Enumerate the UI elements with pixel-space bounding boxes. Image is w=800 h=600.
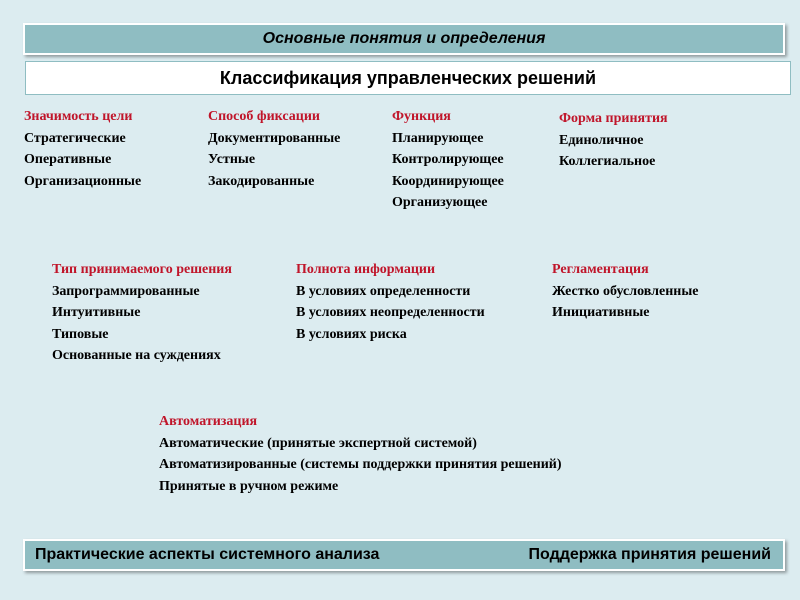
group-item: Единоличное bbox=[559, 132, 644, 148]
group-item: Автоматические (принятые экспертной системой) bbox=[159, 435, 477, 451]
group-goal bbox=[24, 106, 141, 192]
group-item: Основанные на суждениях bbox=[52, 348, 221, 363]
group-item: Жестко обусловленные bbox=[552, 283, 699, 299]
group-item: Автоматизированные (системы поддержки принятия решений) bbox=[159, 457, 562, 472]
group-heading: Регламентация bbox=[552, 262, 649, 277]
group-automation bbox=[159, 411, 562, 497]
group-item: Устные bbox=[208, 152, 256, 167]
group-item: Координирующее bbox=[392, 173, 504, 189]
group-item: Контролирующее bbox=[392, 152, 504, 167]
group-item: В условиях неопределенности bbox=[296, 305, 485, 320]
group-regulation bbox=[552, 259, 698, 324]
group-item: Документированные bbox=[208, 130, 341, 146]
footer-right-link[interactable]: Поддержка принятия решений bbox=[528, 546, 771, 563]
group-item: Стратегические bbox=[24, 130, 126, 146]
group-item: Запрограммированные bbox=[52, 283, 200, 299]
group-item: Планирующее bbox=[392, 130, 484, 146]
group-heading: Функция bbox=[392, 109, 451, 124]
group-item: В условиях определенности bbox=[296, 283, 471, 299]
group-item: Организующее bbox=[392, 195, 488, 210]
group-item: Интуитивные bbox=[52, 305, 141, 320]
group-item: Закодированные bbox=[208, 173, 315, 189]
group-item: В условиях риска bbox=[296, 326, 407, 342]
group-heading: Полнота информации bbox=[296, 262, 436, 277]
group-item: Принятые в ручном режиме bbox=[159, 478, 339, 494]
group-item: Оперативные bbox=[24, 152, 112, 167]
group-item: Организационные bbox=[24, 173, 142, 189]
top-banner bbox=[23, 23, 785, 55]
group-heading: Способ фиксации bbox=[208, 109, 320, 124]
group-function bbox=[392, 106, 504, 214]
group-info bbox=[296, 259, 485, 345]
bottom-banner bbox=[23, 539, 785, 571]
group-heading: Автоматизация bbox=[159, 414, 258, 429]
section-title: Классификация управленческих решений bbox=[219, 67, 597, 88]
footer-left-link[interactable]: Практические аспекты системного анализа bbox=[35, 546, 380, 563]
page-title: Основные понятия и определения bbox=[262, 30, 546, 47]
group-item: Типовые bbox=[52, 326, 109, 342]
group-item: Инициативные bbox=[552, 305, 650, 320]
group-heading: Тип принимаемого решения bbox=[52, 262, 232, 277]
group-type bbox=[52, 259, 232, 367]
subtitle-box bbox=[25, 61, 791, 95]
group-form bbox=[559, 108, 668, 173]
group-heading: Форма принятия bbox=[559, 111, 668, 126]
group-heading: Значимость цели bbox=[24, 109, 133, 124]
group-item: Коллегиальное bbox=[559, 154, 656, 169]
group-fixation bbox=[208, 106, 340, 192]
